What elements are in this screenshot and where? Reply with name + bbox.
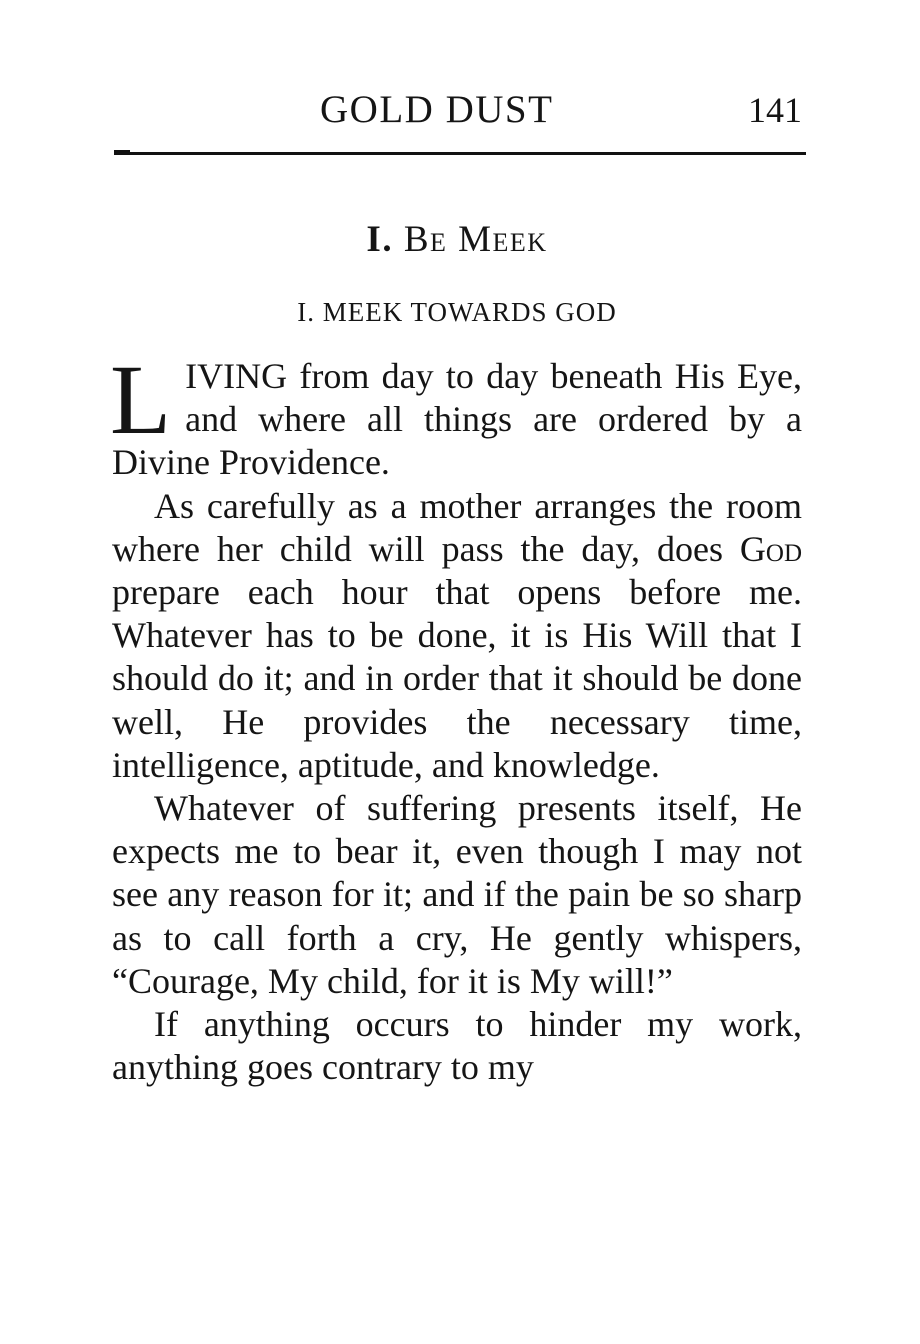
section-title: [112, 216, 802, 264]
section-number: I.: [366, 219, 394, 260]
running-title: GOLD DUST: [320, 88, 554, 131]
body-text: [110, 344, 802, 1089]
paragraph-3: Whatever of suffering presents itself, He expects me to bear it, even though I may not see any reason for it; and if the pain be so sharp as to call forth a cry, He gently whispers, “Courage, My child, for it is My will!”: [112, 788, 802, 1001]
paragraph-1-text: from day to day beneath His Eye, and where all things are ordered by a Divine Providence.: [112, 356, 802, 483]
paragraph-1: [110, 344, 802, 485]
subsection-title: I. MEEK TOWARDS GOD: [297, 297, 617, 327]
section-title-text: Be Meek: [403, 219, 548, 260]
paragraph-4: If anything occurs to hinder my work, anything goes contrary to my: [112, 1004, 802, 1088]
paragraph-2-god: God: [739, 528, 802, 569]
page-header: [112, 88, 802, 132]
header-rule: [116, 152, 806, 155]
paragraph-2-text-a: As carefully as a mother arranges the room where her child will pass the day, does: [112, 485, 802, 569]
paragraph-1-lead: IVING: [185, 356, 288, 396]
drop-cap: L: [110, 344, 172, 455]
page-number: 141: [748, 90, 802, 130]
paragraph-2-text-b: prepare each hour that opens before me. Whatever has to be done, it is His Will that I should do it; and in order that it should be done well, He provides the necessary time, intelligence, aptitude, and knowledge.: [112, 572, 802, 785]
paragraph-2: [112, 485, 802, 787]
